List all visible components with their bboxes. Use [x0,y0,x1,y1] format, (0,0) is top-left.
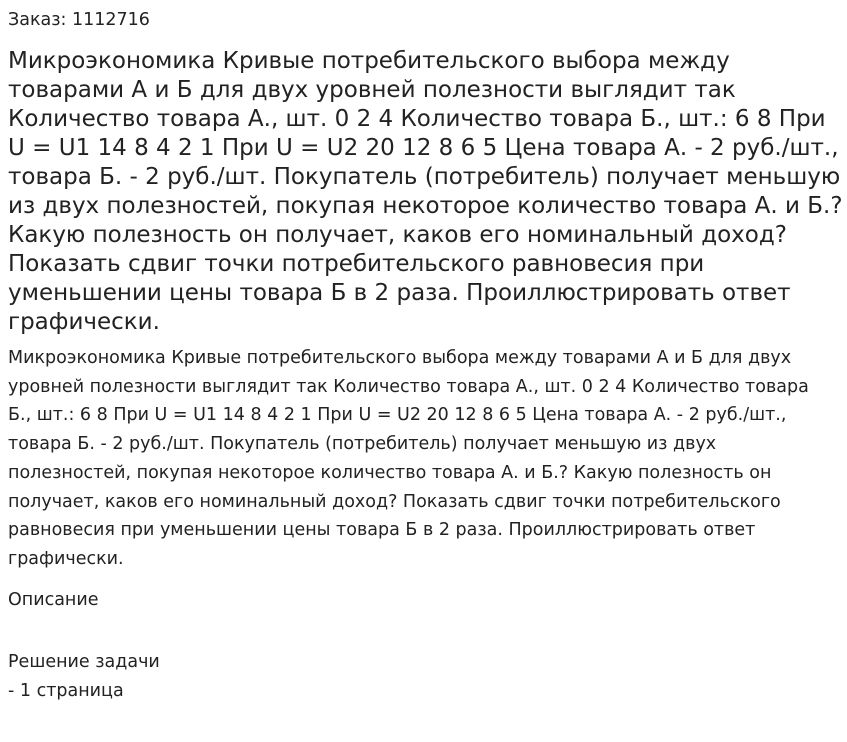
solution-label: Решение задачи [8,652,160,672]
page-count: - 1 страница [8,681,124,701]
description-heading: Описание [8,590,99,610]
task-title: Микроэкономика Кривые потребительского выбора между товарами А и Б для двух уровней полезности выглядит так Количество товара А., шт. 0 2 4 Количество товара Б., шт.: 6 8 При U = U1 14 8 4 2 1 При U = U2 20 12 8 6 5 Цена товара А. - 2 руб./шт., товара Б. - 2 руб./шт. Покупатель (потребитель) получает меньшую из двух полезностей, покупая некоторое количество товара А. и Б.? Какую полезность он получает, каков его номинальный доход? Показать сдвиг точки потребительского равновесия при уменьшении цены товара Б в 2 раза. Проиллюстрировать ответ графически. [8,48,843,335]
order-number: Заказ: 1112716 [8,10,150,30]
task-description: Микроэкономика Кривые потребительского выбора между товарами А и Б для двух уровней полезности выглядит так Количество товара А., шт. 0 2 4 Количество товара Б., шт.: 6 8 При U = U1 14 8 4 2 1 При U = U2 20 12 8 6 5 Цена товара А. - 2 руб./шт., товара Б. - 2 руб./шт. Покупатель (потребитель) получает меньшую из двух полезностей, покупая некоторое количество товара А. и Б.? Какую полезность он получает, каков его номинальный доход? Показать сдвиг точки потребительского равновесия при уменьшении цены товара Б в 2 раза. Проиллюстрировать ответ графически. [8,348,809,569]
